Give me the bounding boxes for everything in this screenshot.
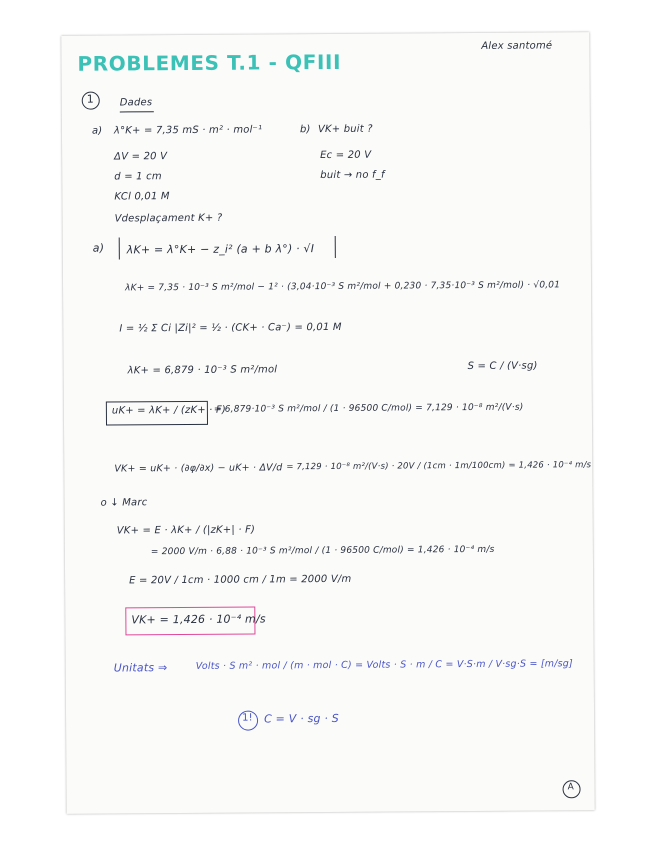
note-number: 1! — [242, 712, 253, 724]
note-text: C = V · sg · S — [264, 711, 340, 726]
data-label-underline — [120, 111, 154, 112]
part-b-question: VK+ buit ? — [317, 123, 373, 136]
part-b-label: b) — [299, 124, 311, 136]
velocity-formula: VK+ = uK+ · (∂φ/∂x) − uK+ · ΔV/d — [114, 462, 283, 475]
solution-a-label: a) — [92, 241, 105, 255]
lambda-substitution: λK+ = 7,35 · 10⁻³ S m²/mol − 1² · (3,04·10⁻³ S m²/mol + 0,230 · 7,35·10⁻³ S m²/mol) · √0,01 — [125, 280, 561, 294]
data-label: Dades — [119, 97, 153, 109]
distance-value: d = 1 cm — [114, 171, 162, 183]
lambda-result: λK+ = 6,879 · 10⁻³ S m²/mol — [127, 364, 278, 377]
ionic-strength: I = ½ Σ Ci |Zi|² = ½ · (CK+ · Ca⁻) = 0,01 M — [119, 321, 342, 335]
lambda0-value: λ°K+ = 7,35 mS · m² · mol⁻¹ — [113, 124, 263, 137]
velocity-question: Vdesplaçament K+ ? — [114, 212, 223, 225]
formula-bracket-right — [333, 236, 336, 258]
units-calculation: Volts · S m² · mol / (m · mol · C) = Volts · S · m / C = V·S·m / V·sg·S = [m/sg] — [195, 658, 573, 672]
part-b-note: buit → no f_f — [320, 169, 385, 182]
siemens-definition: S = C / (V·sg) — [467, 360, 538, 373]
velocity-field-formula: VK+ = E · λK+ / (|zK+| · F) — [116, 524, 256, 537]
mobility-calculation: = 6,879·10⁻³ S m²/mol / (1 · 96500 C/mol) = 7,129 · 10⁻⁸ m²/(V·s) — [213, 402, 524, 415]
page-mark: A — [567, 782, 574, 793]
units-label: Unitats ⇒ — [113, 661, 168, 675]
kcl-concentration: KCl 0,01 M — [114, 191, 170, 203]
author-name: Alex santomé — [481, 40, 553, 52]
part-a-label: a) — [91, 125, 103, 137]
page-title: PROBLEMES T.1 - QFIII — [77, 49, 342, 76]
problem-number: 1 — [86, 92, 94, 106]
velocity-field-calculation: = 2000 V/m · 6,88 · 10⁻³ S m²/mol / (1 · 96500 C/mol) = 1,426 · 10⁻⁴ m/s — [150, 544, 495, 558]
mobility-formula: uK+ = λK+ / (zK+ · F) — [111, 404, 227, 417]
velocity-calculation: = 7,129 · 10⁻⁸ m²/(V·s) · 20V / (1cm · 1m/100cm) = 1,426 · 10⁻⁴ m/s — [286, 460, 592, 473]
final-answer: VK+ = 1,426 · 10⁻⁴ m/s — [131, 612, 266, 627]
notebook-page — [61, 32, 594, 814]
electric-field-calculation: E = 20V / 1cm · 1000 cm / 1m = 2000 V/m — [129, 573, 352, 587]
alternative-label: o ↓ Marc — [100, 497, 148, 509]
field-value: Ec = 20 V — [320, 149, 372, 162]
debye-huckel-formula: λK+ = λ°K+ − z_i² (a + b λ°) · √I — [126, 242, 315, 257]
voltage-difference: ΔV = 20 V — [114, 151, 168, 163]
